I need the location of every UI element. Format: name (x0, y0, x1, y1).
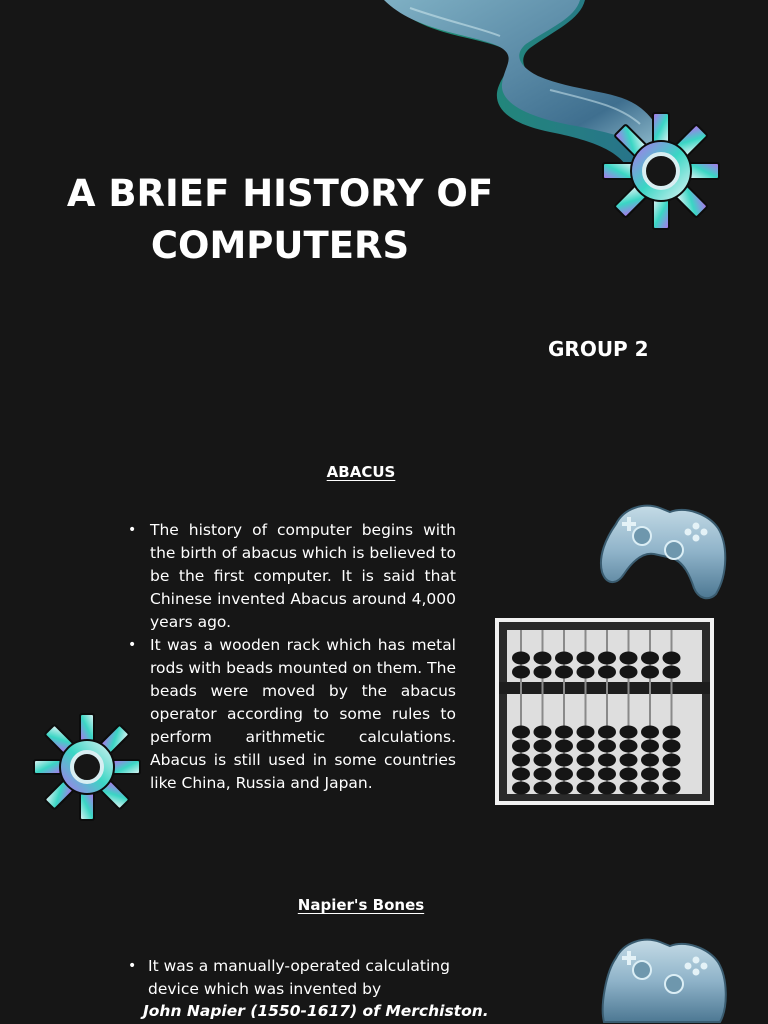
bullet-text: The history of computer begins with the birth of abacus which is believed to be the first computer. It is said that Chinese invented Abacus around 4,000 years ago. (150, 521, 456, 631)
abacus-bullet-list (128, 519, 456, 795)
bullet-text: It was a wooden rack which has metal rods with beads mounted on them. The beads were moved by the abacus operator according to some rules to perform arithmetic calculations. Abacus is still used in some countries like China, Russia and Japan. (150, 636, 456, 792)
napier-heading: Napier's Bones (297, 896, 425, 914)
inventor-name: John Napier (1550-1617) of Merchiston (143, 1002, 483, 1020)
abacus-heading: ABACUS (326, 463, 396, 481)
inventor-suffix: . (482, 1002, 489, 1020)
list-item (128, 634, 456, 795)
bullet-glyph: • (128, 637, 137, 653)
list-item (128, 955, 459, 1001)
page-title (60, 168, 500, 272)
bullet-glyph: • (128, 522, 137, 538)
gear-icon (598, 108, 724, 234)
inventor-line (143, 1000, 489, 1023)
title-line-1: A BRIEF HISTORY OF (66, 172, 494, 215)
bullet-text: It was a manually-operated calculating device which was invented by (148, 957, 450, 998)
group-label: GROUP 2 (548, 337, 649, 361)
bullet-glyph: • (128, 958, 137, 974)
gamepad-icon (598, 492, 730, 602)
gamepad-icon (598, 926, 730, 1024)
napier-bullet-list (128, 955, 459, 1001)
abacus-image (495, 618, 714, 805)
list-item (128, 519, 456, 634)
gear-icon (30, 710, 144, 824)
title-line-2: COMPUTERS (150, 224, 410, 267)
